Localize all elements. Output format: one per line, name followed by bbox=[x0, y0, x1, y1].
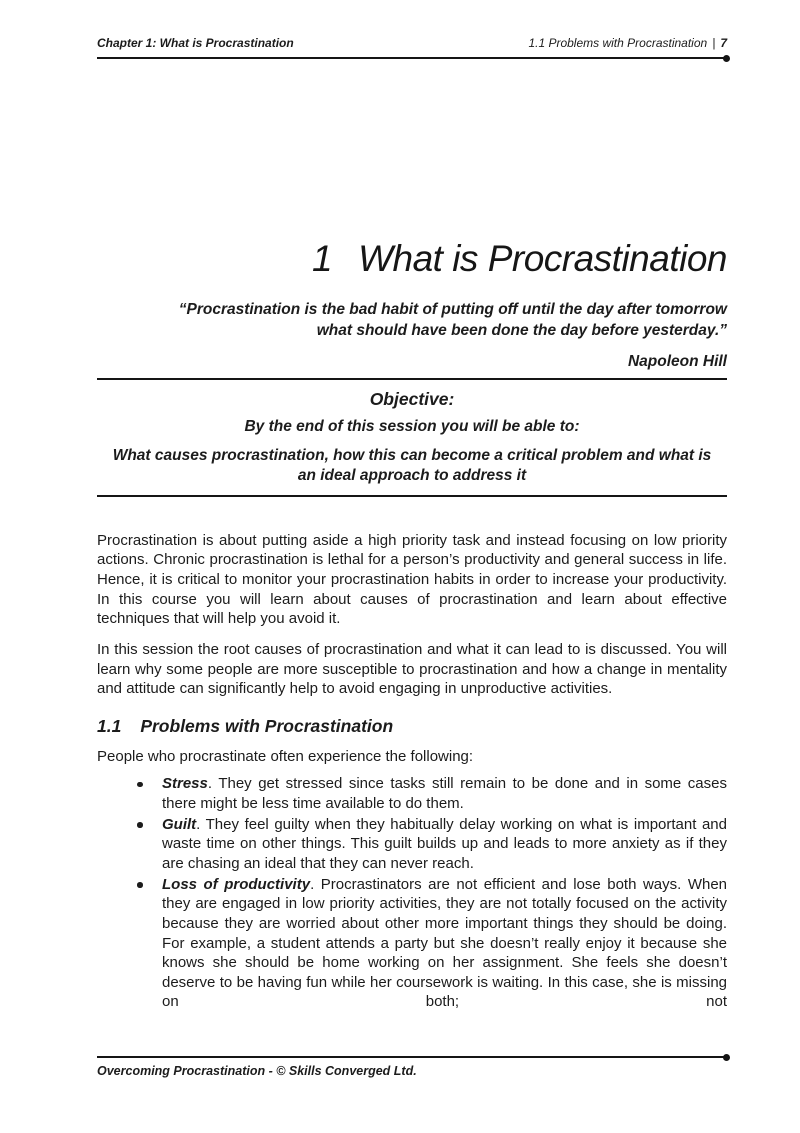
chapter-quote bbox=[97, 300, 727, 342]
header-chapter-label: Chapter 1: What is Procrastination bbox=[97, 36, 294, 50]
bullet-text: . Procrastinators are not efficient and lose both ways. When they are engaged in low priority activities, they are not totally focused on the activity because they are worried about other more important things they should be doing. For example, a student attends a party but she doesn’t really enjoy it because she knows she should be home working on her assignment. She feels she doesn’t deserve to be having fun while her coursework is waiting. In this case, she is missing on both; not bbox=[162, 875, 728, 1011]
footer-rule-endpoint-dot bbox=[723, 1054, 730, 1061]
chapter-title bbox=[97, 237, 727, 281]
header-separator: | bbox=[712, 36, 716, 50]
footer-text: Overcoming Procrastination - © Skills Converged Ltd. bbox=[97, 1064, 417, 1078]
objective-subheading: By the end of this session you will be able to: bbox=[244, 418, 580, 436]
section-heading bbox=[97, 716, 727, 738]
bullet-item bbox=[97, 875, 727, 1012]
header-page-number: 7 bbox=[720, 36, 727, 50]
bullet-marker bbox=[137, 882, 143, 888]
page-content bbox=[97, 36, 727, 1012]
bullet-marker bbox=[137, 822, 143, 828]
header-section-ref bbox=[528, 36, 727, 50]
chapter-title-text: What is Procrastination bbox=[358, 238, 727, 280]
quote-line-2: what should have been done the day before yesterday.” bbox=[316, 321, 727, 339]
section-number: 1.1 bbox=[97, 715, 122, 736]
bullet-text: . They get stressed since tasks still remain to be done and in some cases there might be less time available to do them. bbox=[162, 775, 727, 813]
page-header bbox=[97, 36, 727, 59]
header-section-label: 1.1 Problems with Procrastination bbox=[528, 36, 708, 50]
bullet-lead: Loss of productivity bbox=[162, 875, 311, 893]
objective-box bbox=[97, 378, 727, 497]
chapter-number: 1 bbox=[311, 238, 333, 280]
bullet-lead: Guilt bbox=[162, 815, 197, 833]
section-title: Problems with Procrastination bbox=[140, 715, 394, 736]
section-intro: People who procrastinate often experience the following: bbox=[97, 747, 474, 765]
bullet-item bbox=[97, 774, 727, 813]
bullet-list bbox=[97, 774, 727, 1012]
bullet-item bbox=[97, 815, 727, 874]
bullet-text: . They feel guilty when they habitually delay working on what is important and waste time on other things. This guilt builds up and leads to more anxiety as if they are chasing an ideal that they can never reach. bbox=[162, 815, 727, 872]
objective-heading: Objective: bbox=[369, 388, 455, 409]
bullet-marker bbox=[137, 782, 143, 788]
quote-attribution: Napoleon Hill bbox=[627, 352, 727, 370]
paragraph: Procrastination is about putting aside a high priority task and instead focusing on low priority actions. Chronic procrastination is lethal for a person’s productivity and general success in life. Hence, it is critical to monitor your procrastination habits in order to increase your productivity. In this course you will learn about causes of procrastination and learn about effective techniques that will help you avoid it. bbox=[97, 531, 727, 628]
objective-body: What causes procrastination, how this can become a critical problem and what is an ideal approach to address it bbox=[112, 446, 712, 484]
bullet-lead: Stress bbox=[162, 775, 208, 793]
paragraph: In this session the root causes of procrastination and what it can lead to is discussed. You will learn why some people are more susceptible to procrastination and how a change in mentality and attitude can significantly help to avoid engaging in unproductive activities. bbox=[97, 641, 727, 698]
header-rule-endpoint-dot bbox=[723, 55, 730, 62]
page-footer bbox=[97, 1056, 727, 1078]
quote-line-1: “Procrastination is the bad habit of putting off until the day after tomorrow bbox=[178, 300, 727, 318]
